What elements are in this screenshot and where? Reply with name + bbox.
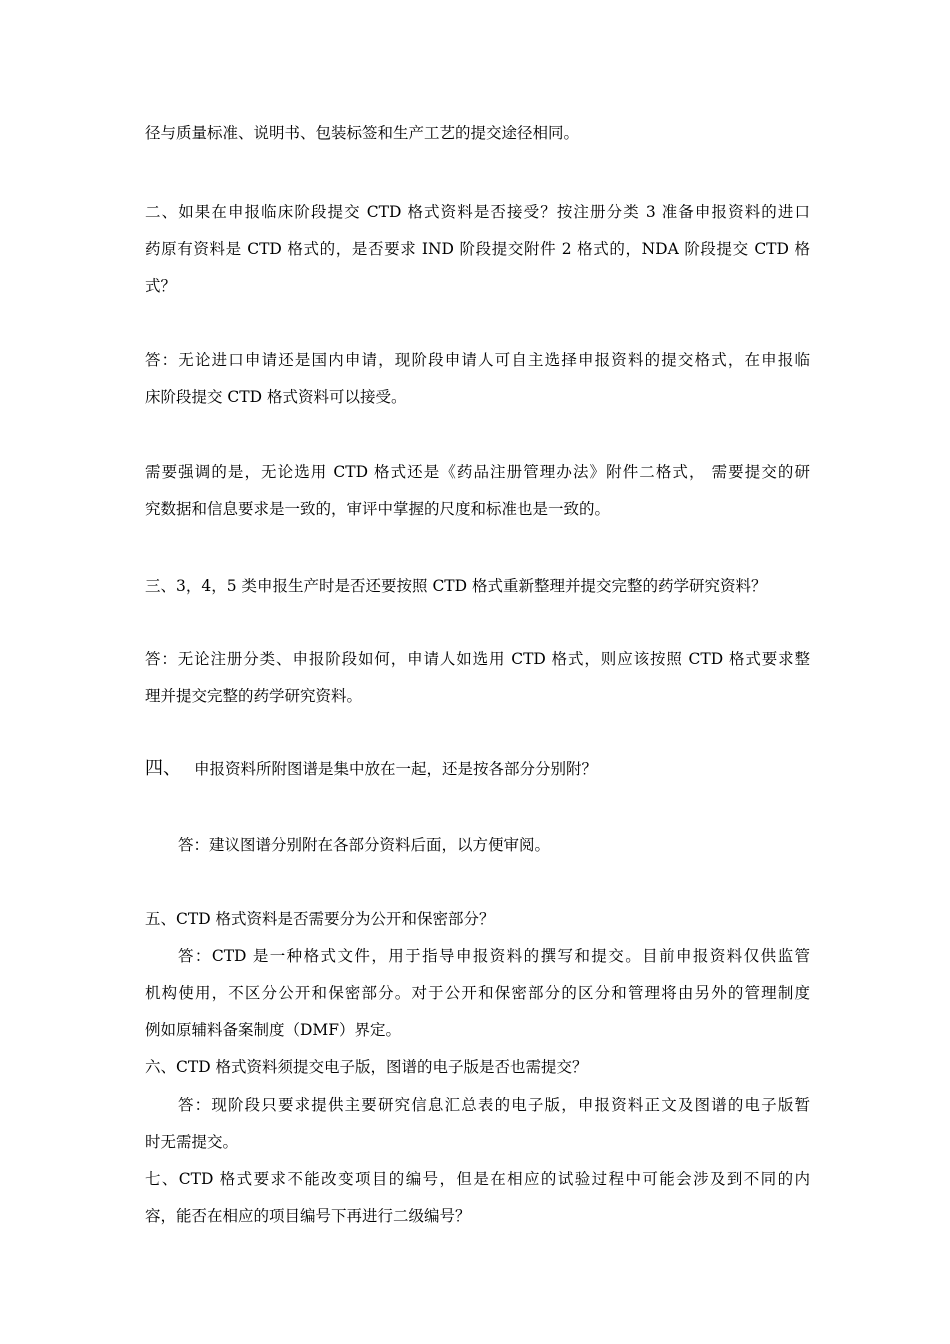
question-5-line-1: 五、CTD 格式资料是否需要分为公开和保密部分？ <box>145 910 495 928</box>
question-7-line-2: 容，能否在相应的项目编号下再进行二级编号？ <box>145 1207 471 1225</box>
answer-2-line-1: 答：无论进口申请还是国内申请，现阶段申请人可自主选择申报资料的提交格式，在申报临 <box>145 351 810 369</box>
question-4-number: 四、 <box>145 759 181 779</box>
note-2-line-2: 究数据和信息要求是一致的，审评中掌握的尺度和标准也是一致的。 <box>145 500 611 518</box>
answer-6-line-1: 答：现阶段只要求提供主要研究信息汇总表的电子版，申报资料正文及图谱的电子版暂 <box>178 1096 810 1114</box>
question-2-line-1: 二、如果在申报临床阶段提交 CTD 格式资料是否接受？按注册分类 3 准备申报资料的进口 <box>145 203 810 221</box>
question-2-line-2: 药原有资料是 CTD 格式的，是否要求 IND 阶段提交附件 2 格式的，NDA 阶段提交 CTD 格 <box>145 240 810 258</box>
answer-5-line-3: 例如原辅料备案制度（DMF）界定。 <box>145 1021 402 1039</box>
question-6-line-1: 六、CTD 格式资料须提交电子版，图谱的电子版是否也需提交？ <box>145 1058 588 1076</box>
question-4-line <box>145 759 810 779</box>
paragraph-line: 径与质量标准、说明书、包装标签和生产工艺的提交途径相同。 <box>145 124 580 142</box>
answer-3-line-1: 答：无论注册分类、申报阶段如何，申请人如选用 CTD 格式，则应该按照 CTD 格式要求整 <box>145 650 810 668</box>
answer-4-line-1: 答：建议图谱分别附在各部分资料后面，以方便审阅。 <box>178 836 551 854</box>
answer-6-line-2: 时无需提交。 <box>145 1133 239 1151</box>
answer-2-line-2: 床阶段提交 CTD 格式资料可以接受。 <box>145 388 407 406</box>
note-2-line-1: 需要强调的是，无论选用 CTD 格式还是《药品注册管理办法》附件二格式， 需要提交的研 <box>145 463 810 481</box>
question-7-line-1: 七、CTD 格式要求不能改变项目的编号，但是在相应的试验过程中可能会涉及到不同的内 <box>145 1170 810 1188</box>
question-3-line-1: 三、3，4，5 类申报生产时是否还要按照 CTD 格式重新整理并提交完整的药学研究资料？ <box>145 577 767 595</box>
answer-5-line-1: 答：CTD 是一种格式文件，用于指导申报资料的撰写和提交。目前申报资料仅供监管 <box>178 947 810 965</box>
answer-3-line-2: 理并提交完整的药学研究资料。 <box>145 687 363 705</box>
question-2-line-3: 式？ <box>145 277 177 295</box>
question-4-text: 申报资料所附图谱是集中放在一起，还是按各部分分别附？ <box>193 760 597 778</box>
answer-5-line-2: 机构使用，不区分公开和保密部分。对于公开和保密部分的区分和管理将由另外的管理制度 <box>145 984 810 1002</box>
